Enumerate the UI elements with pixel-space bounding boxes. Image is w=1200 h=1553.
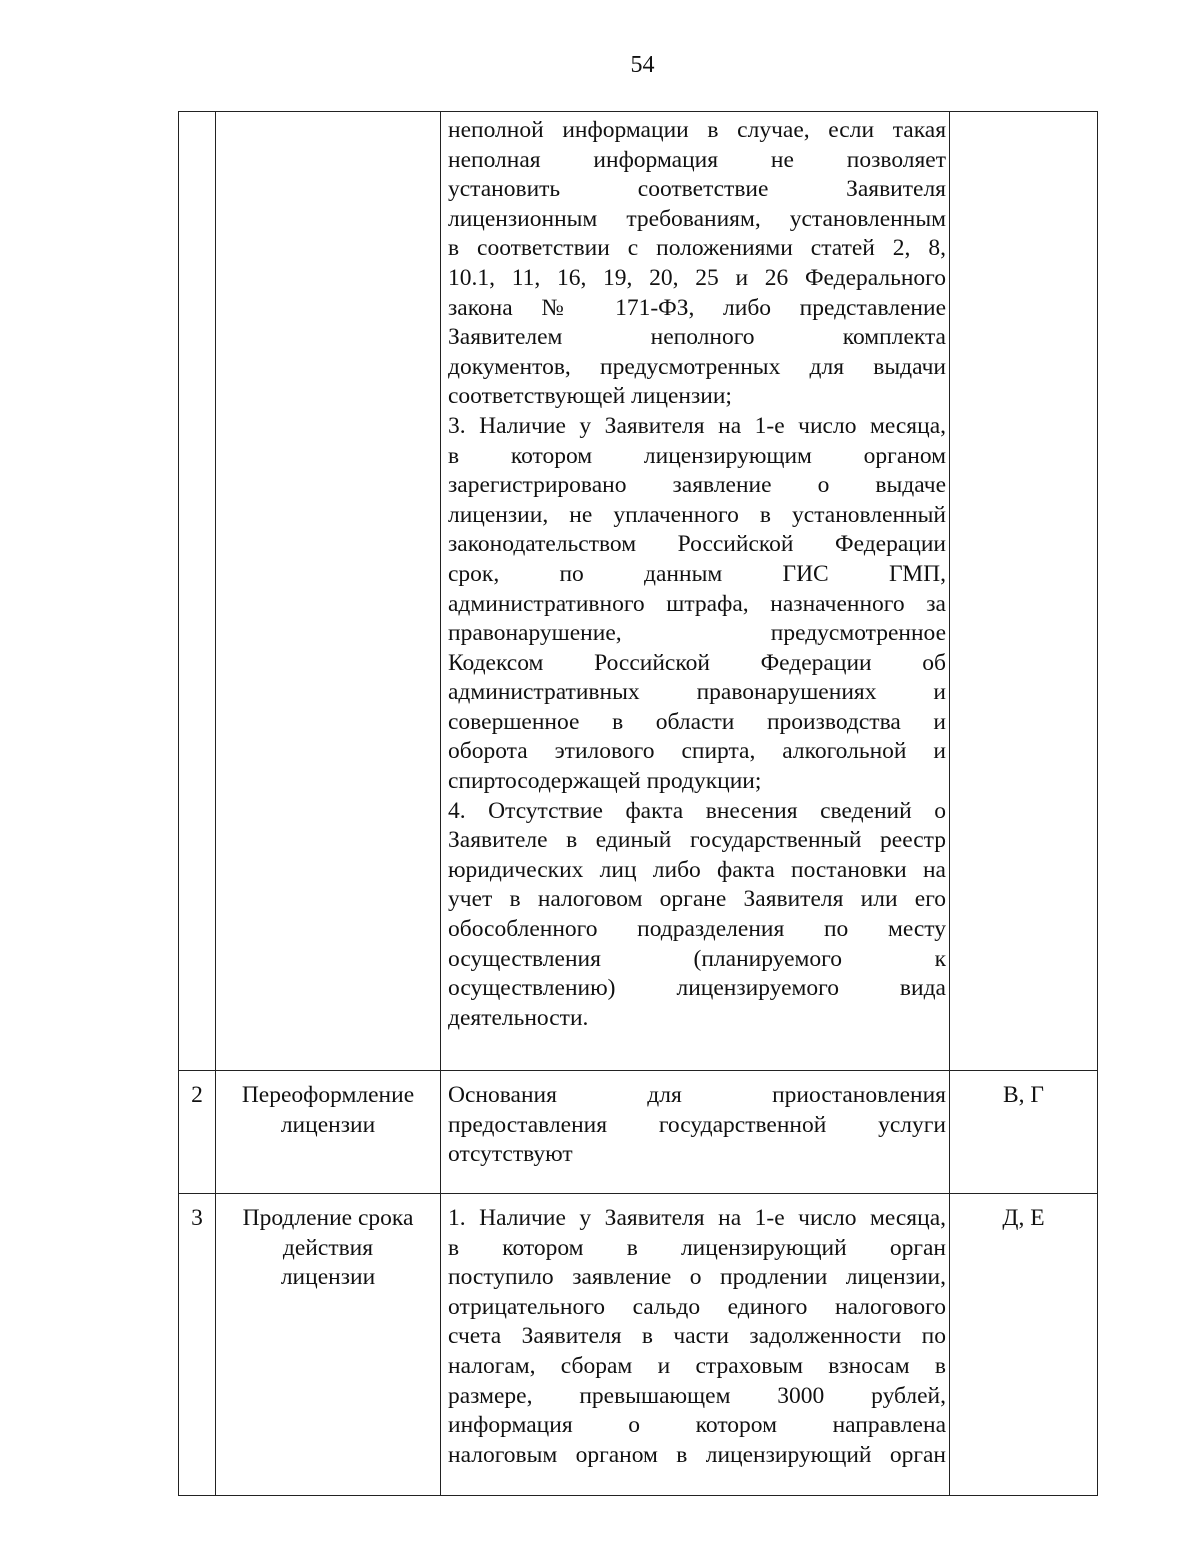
- basis-text: [441, 112, 949, 1041]
- basis-line: обособленного подразделения по месту: [448, 916, 946, 943]
- basis-cell: [441, 112, 950, 1071]
- basis-line: поступило заявление о продлении лицензии,: [448, 1264, 946, 1291]
- basis-line: спиртосодержащей продукции;: [448, 768, 762, 795]
- basis-line: информация о котором направлена: [448, 1412, 946, 1439]
- basis-line: 3. Наличие у Заявителя на 1-е число месяца,: [448, 412, 946, 439]
- row-number-cell: 3: [179, 1194, 216, 1496]
- basis-line: налогам, сборам и страховым взносам в: [448, 1352, 946, 1379]
- basis-cell: [441, 1194, 950, 1496]
- services-table: [178, 111, 1098, 1496]
- result-code-cell: Д, Е: [950, 1194, 1098, 1496]
- basis-line: отрицательного сальдо единого налогового: [448, 1293, 946, 1320]
- service-name-cell: [216, 112, 441, 1071]
- basis-line: соответствующей лицензии;: [448, 383, 732, 410]
- basis-text: [441, 1071, 949, 1178]
- basis-line: размере, превышающем 3000 рублей,: [448, 1382, 946, 1409]
- basis-line: осуществлению) лицензируемого вида: [448, 975, 946, 1002]
- basis-line: административного штрафа, назначенного за: [448, 590, 946, 617]
- service-name-cell: [216, 1071, 441, 1194]
- basis-line: срок, по данным ГИС ГМП,: [448, 560, 946, 587]
- basis-line: Заявителем неполного комплекта: [448, 324, 946, 351]
- result-code-cell: В, Г: [950, 1071, 1098, 1194]
- service-name-line: Переоформление: [241, 1082, 415, 1108]
- basis-line: в соответствии с положениями статей 2, 8,: [448, 235, 946, 262]
- basis-line: деятельности.: [448, 1004, 589, 1031]
- service-name-text: [222, 1081, 434, 1140]
- basis-line: налоговым органом в лицензирующий орган: [448, 1441, 946, 1468]
- basis-line: отсутствуют: [448, 1141, 573, 1168]
- basis-line: 4. Отсутствие факта внесения сведений о: [448, 797, 946, 824]
- table-row: [179, 1194, 1098, 1496]
- basis-text: [441, 1194, 949, 1478]
- basis-line: осуществления (планируемого к: [448, 945, 946, 972]
- service-name-line: лицензии: [280, 1264, 376, 1291]
- basis-cell: [441, 1071, 950, 1194]
- row-number-cell: 2: [179, 1071, 216, 1194]
- service-name-line: Продление срока: [242, 1205, 414, 1231]
- basis-line: 1. Наличие у Заявителя на 1-е число месяца,: [448, 1205, 946, 1231]
- basis-line: административных правонарушениях и: [448, 679, 946, 706]
- basis-line: предоставления государственной услуги: [448, 1111, 946, 1138]
- service-name-text: [222, 1204, 434, 1293]
- row-number-cell: [179, 112, 216, 1071]
- basis-line: 10.1, 11, 16, 19, 20, 25 и 26 Федерального: [448, 264, 946, 291]
- basis-line: юридических лиц либо факта постановки на: [448, 856, 946, 883]
- page-number: 54: [630, 52, 655, 78]
- basis-line: документов, предусмотренных для выдачи: [448, 353, 946, 380]
- service-name-line: лицензии: [280, 1111, 376, 1138]
- basis-line: законодательством Российской Федерации: [448, 531, 946, 558]
- basis-line: неполной информации в случае, если такая: [448, 117, 946, 143]
- basis-line: установить соответствие Заявителя: [448, 176, 946, 203]
- basis-line: лицензионным требованиям, установленным: [448, 205, 946, 232]
- basis-line: закона № 171-ФЗ, либо представление: [448, 294, 946, 321]
- basis-line: лицензии, не уплаченного в установленный: [448, 501, 946, 528]
- basis-line: неполная информация не позволяет: [448, 146, 946, 173]
- basis-line: Основания для приостановления: [448, 1082, 946, 1108]
- service-name-line: действия: [282, 1234, 374, 1261]
- result-code-cell: [950, 112, 1098, 1071]
- basis-line: учет в налоговом органе Заявителя или его: [448, 886, 946, 913]
- basis-line: правонарушение, предусмотренное: [448, 620, 946, 647]
- basis-line: зарегистрировано заявление о выдаче: [448, 472, 946, 499]
- basis-line: в котором в лицензирующий орган: [448, 1234, 946, 1261]
- basis-line: Заявителе в единый государственный реестр: [448, 827, 946, 854]
- service-name-cell: [216, 1194, 441, 1496]
- basis-line: совершенное в области производства и: [448, 708, 946, 735]
- table-row: [179, 112, 1098, 1071]
- basis-line: оборота этилового спирта, алкогольной и: [448, 738, 946, 765]
- basis-line: Кодексом Российской Федерации об: [448, 649, 946, 676]
- basis-line: счета Заявителя в части задолженности по: [448, 1323, 946, 1350]
- basis-line: в котором лицензирующим органом: [448, 442, 946, 469]
- table-row: [179, 1071, 1098, 1194]
